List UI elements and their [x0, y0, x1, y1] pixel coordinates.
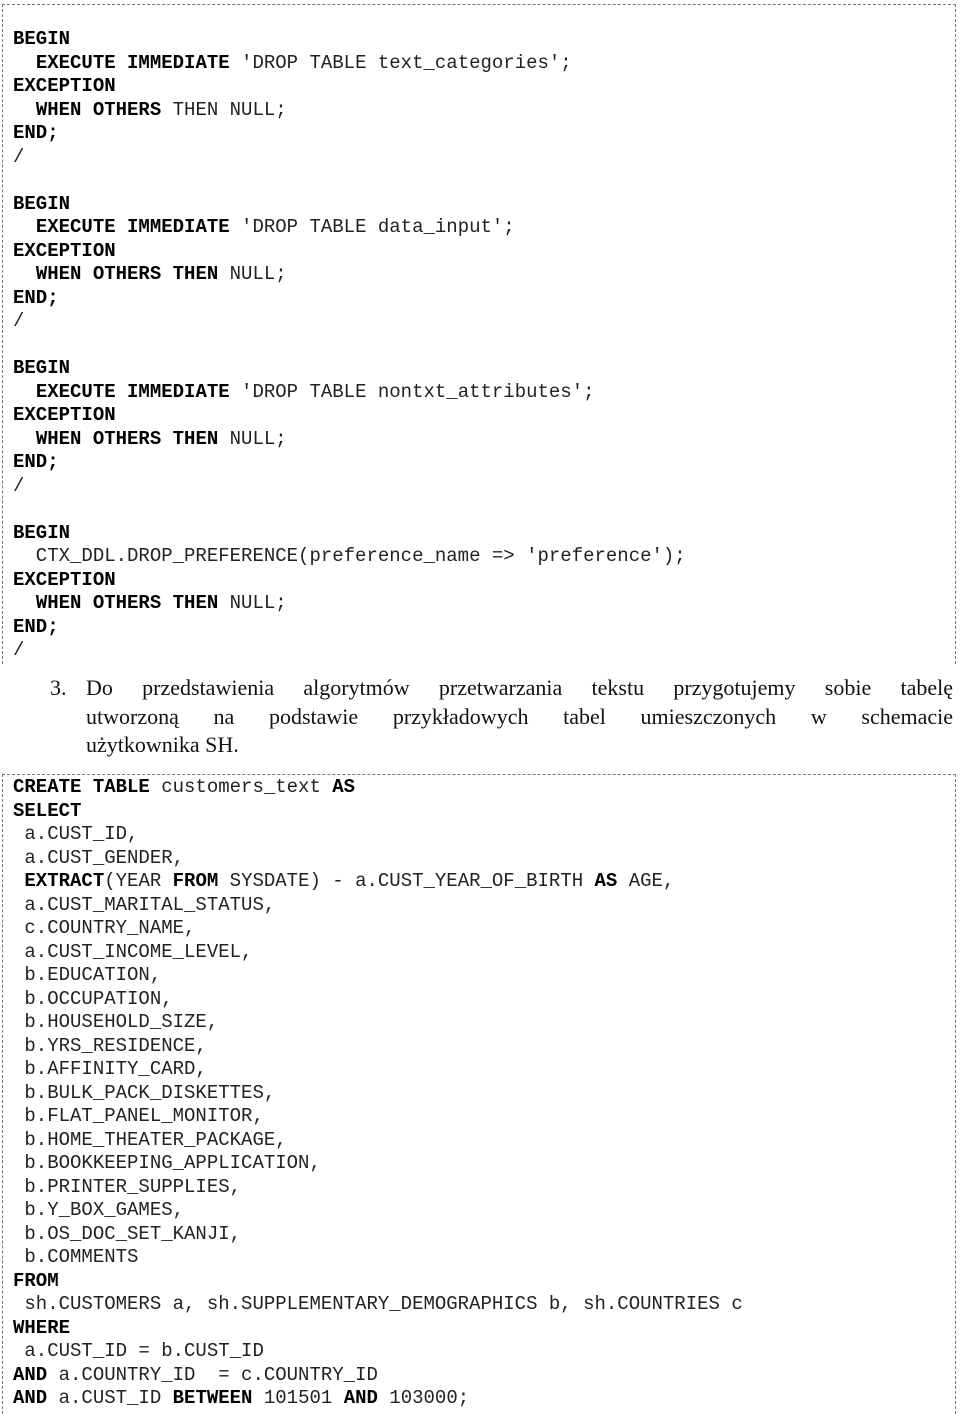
code-line — [13, 28, 70, 52]
code-text: THEN NULL; — [161, 98, 287, 121]
code-keyword: FROM — [172, 870, 219, 892]
code-line — [13, 428, 287, 452]
paragraph-line: użytkownika SH. — [86, 732, 239, 757]
code-line — [13, 569, 116, 593]
code-line — [13, 1364, 378, 1388]
code-keyword: CREATE TABLE — [13, 776, 150, 798]
code-text: NULL; — [218, 427, 287, 450]
code-keyword: WHEN OTHERS THEN — [35, 427, 219, 450]
code-line — [13, 592, 287, 616]
code-text: / — [13, 639, 25, 661]
code-line — [13, 1246, 138, 1270]
code-line — [13, 894, 275, 918]
code-text: 101501 — [252, 1387, 344, 1409]
drop-statements-code-block — [2, 4, 956, 664]
code-line — [13, 616, 59, 640]
code-keyword: END; — [13, 286, 59, 309]
code-line — [13, 1011, 218, 1035]
code-keyword: BETWEEN — [172, 1387, 253, 1409]
code-text — [13, 52, 36, 74]
code-text: a.CUST_ID — [47, 1387, 173, 1409]
code-text: b.PRINTER_SUPPLIES, — [13, 1175, 242, 1198]
code-line — [13, 240, 116, 264]
code-keyword: EXECUTE IMMEDIATE — [35, 216, 230, 238]
paragraph-number: 3. — [50, 675, 67, 700]
code-text: / — [13, 145, 25, 168]
code-line — [13, 310, 24, 334]
code-line — [13, 964, 161, 988]
code-line — [13, 75, 116, 99]
code-text — [13, 381, 36, 403]
create-table-code-block — [2, 774, 956, 1414]
code-text: b.HOME_THEATER_PACKAGE, — [13, 1128, 287, 1151]
code-text: 'DROP TABLE data_input'; — [229, 216, 515, 238]
code-keyword: AS — [332, 776, 356, 798]
code-text — [13, 99, 36, 121]
code-text: b.OCCUPATION, — [13, 987, 173, 1010]
code-text — [13, 592, 36, 614]
code-keyword: EXCEPTION — [13, 404, 116, 426]
code-text: b.HOUSEHOLD_SIZE, — [13, 1011, 219, 1033]
code-line — [13, 941, 252, 965]
code-line — [13, 1387, 469, 1411]
code-text: b.AFFINITY_CARD, — [13, 1058, 207, 1080]
code-keyword: AS — [594, 870, 618, 892]
code-text: 'DROP TABLE text_categories'; — [229, 51, 572, 74]
code-line — [13, 381, 595, 405]
code-keyword: EXCEPTION — [13, 568, 116, 591]
code-keyword: WHEN OTHERS THEN — [35, 592, 219, 614]
code-line — [13, 776, 355, 800]
code-text: c.COUNTRY_NAME, — [13, 917, 196, 939]
code-keyword: END; — [13, 615, 59, 638]
code-text: NULL; — [218, 592, 287, 614]
code-keyword: BEGIN — [13, 521, 71, 544]
code-keyword: WHEN OTHERS THEN — [35, 263, 219, 285]
code-line — [13, 146, 24, 170]
code-text: b.BOOKKEEPING_APPLICATION, — [13, 1152, 321, 1174]
code-line — [13, 1035, 207, 1059]
code-keyword: EXECUTE IMMEDIATE — [35, 51, 230, 74]
code-keyword: EXCEPTION — [13, 75, 116, 97]
code-line — [13, 870, 674, 894]
code-line — [13, 1105, 264, 1129]
code-line — [13, 1176, 241, 1200]
code-text: SYSDATE) - a.CUST_YEAR_OF_BIRTH — [218, 870, 595, 892]
code-line — [13, 193, 70, 217]
code-line — [13, 1152, 321, 1176]
code-text: a.CUST_GENDER, — [13, 846, 185, 869]
code-text: a.CUST_MARITAL_STATUS, — [13, 893, 276, 916]
code-line — [13, 216, 515, 240]
code-keyword: AND — [13, 1363, 48, 1386]
code-line — [13, 1058, 207, 1082]
code-line — [13, 263, 287, 287]
code-text: / — [13, 310, 25, 332]
code-keyword: EXTRACT — [24, 870, 105, 892]
code-text: b.YRS_RESIDENCE, — [13, 1034, 207, 1057]
code-line — [13, 639, 24, 663]
paragraph-line: utworzoną na podstawie przykładowych tabel umieszczonych w schemacie — [86, 703, 953, 729]
code-text: a.COUNTRY_ID = c.COUNTRY_ID — [47, 1363, 378, 1386]
code-text: b.Y_BOX_GAMES, — [13, 1199, 185, 1221]
code-text: b.BULK_PACK_DISKETTES, — [13, 1081, 276, 1104]
code-keyword: AND — [13, 1387, 48, 1409]
code-text: a.CUST_ID, — [13, 823, 139, 845]
code-line — [13, 847, 184, 871]
code-line — [13, 1270, 59, 1294]
code-text: (YEAR — [104, 870, 173, 892]
code-keyword: WHERE — [13, 1316, 71, 1339]
code-line — [13, 545, 686, 569]
code-keyword: WHEN OTHERS — [35, 98, 162, 121]
code-line — [13, 357, 70, 381]
code-text — [13, 428, 36, 450]
code-line — [13, 475, 24, 499]
code-text: sh.CUSTOMERS a, sh.SUPPLEMENTARY_DEMOGRAPHICS b, sh.COUNTRIES c — [13, 1293, 743, 1315]
code-keyword: SELECT — [13, 799, 82, 822]
code-text: NULL; — [218, 263, 287, 285]
code-line — [13, 800, 81, 824]
code-line — [13, 404, 116, 428]
code-text: 'DROP TABLE nontxt_attributes'; — [229, 380, 595, 403]
code-text — [13, 870, 24, 892]
code-keyword: EXECUTE IMMEDIATE — [35, 380, 230, 403]
paragraph-line: Do przedstawienia algorytmów przetwarzania tekstu przygotujemy sobie tabelę — [86, 675, 953, 700]
code-text: b.COMMENTS — [13, 1246, 139, 1268]
code-keyword: FROM — [13, 1269, 59, 1292]
code-text: b.EDUCATION, — [13, 964, 162, 986]
paragraph-text — [86, 674, 953, 760]
code-line — [13, 988, 173, 1012]
code-text: CTX_DDL.DROP_PREFERENCE(preference_name => 'preference'); — [13, 545, 686, 567]
code-line — [13, 99, 287, 123]
code-line — [13, 52, 572, 76]
code-line — [13, 917, 195, 941]
code-text — [13, 263, 36, 285]
code-text: a.CUST_ID = b.CUST_ID — [13, 1340, 264, 1362]
code-text: b.FLAT_PANEL_MONITOR, — [13, 1105, 264, 1127]
code-text: a.CUST_INCOME_LEVEL, — [13, 940, 253, 963]
code-line — [13, 522, 70, 546]
code-keyword: END; — [13, 451, 59, 473]
code-keyword: EXCEPTION — [13, 239, 116, 262]
code-line — [13, 1340, 264, 1364]
code-line — [13, 1317, 70, 1341]
code-keyword: BEGIN — [13, 28, 71, 50]
code-text: customers_text — [149, 776, 333, 798]
code-line — [13, 287, 59, 311]
code-text — [13, 216, 36, 238]
code-line — [13, 1199, 184, 1223]
code-line — [13, 1293, 743, 1317]
code-line — [13, 451, 59, 475]
code-line — [13, 1223, 241, 1247]
code-keyword: END; — [13, 122, 59, 144]
code-line — [13, 823, 138, 847]
code-line — [13, 1129, 287, 1153]
code-text: 103000; — [377, 1387, 470, 1409]
code-keyword: BEGIN — [13, 357, 71, 379]
code-text: b.OS_DOC_SET_KANJI, — [13, 1222, 242, 1245]
code-text: / — [13, 474, 25, 497]
code-text: AGE, — [617, 870, 675, 892]
code-line — [13, 122, 59, 146]
code-line — [13, 1082, 275, 1106]
code-keyword: BEGIN — [13, 192, 71, 215]
code-keyword: AND — [343, 1387, 378, 1409]
